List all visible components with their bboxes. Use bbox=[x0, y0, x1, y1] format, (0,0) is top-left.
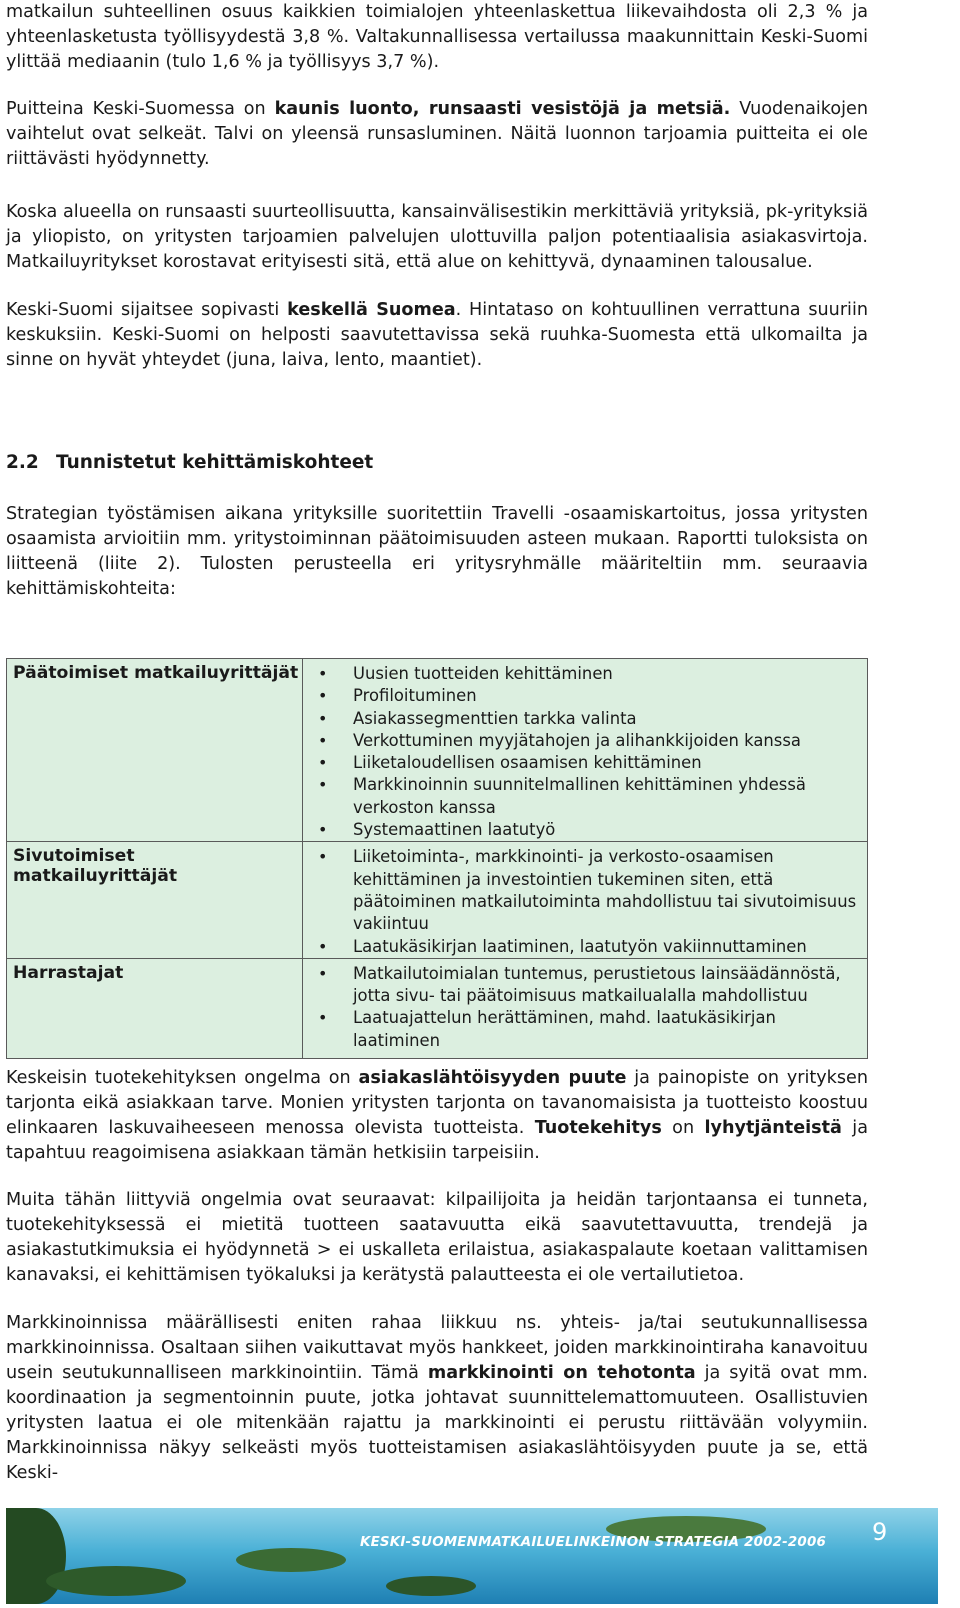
development-targets-table bbox=[6, 658, 868, 1059]
list-item: • Laatuajattelun herättäminen, mahd. laatukäsikirjan laatiminen bbox=[303, 1007, 859, 1052]
category-cell: Päätoimiset matkailuyrittäjät bbox=[7, 659, 303, 842]
text: Vuodenaikojen vaihtelut ovat selkeät. Talvi on yleensä runsasluminen. Näitä luonnon tarjoamia puitteita ei ole riittävästi hyödynnetty. bbox=[6, 99, 868, 169]
category-cell: Harrastajat bbox=[7, 958, 303, 1058]
section-title: Tunnistetut kehittämiskohteet bbox=[56, 452, 374, 473]
footer-title: KESKI-SUOMENMATKAILUELINKEINON STRATEGIA 2002-2006 bbox=[360, 1535, 826, 1550]
footer-banner bbox=[6, 1508, 938, 1604]
items-cell bbox=[303, 842, 868, 958]
list-item: • Asiakassegmenttien tarkka valinta bbox=[303, 708, 859, 730]
bold-text: Tuotekehitys bbox=[534, 1118, 662, 1138]
text: Markkinoinnissa määrällisesti eniten rahaa liikkuu ns. yhteis- ja/tai seutukunnallisessa markkinoinnissa. Osaltaan siihen vaikuttavat myös hankkeet, joiden markkinointiraha kanavoituu usein seutukunnalliseen markkinointiin. Tämä bbox=[6, 1313, 868, 1383]
island-shape bbox=[236, 1548, 346, 1572]
section-heading bbox=[6, 452, 373, 473]
tree-silhouette bbox=[6, 1508, 66, 1604]
text: Keski-Suomi sijaitsee sopivasti bbox=[6, 300, 288, 320]
list-item: • Uusien tuotteiden kehittäminen bbox=[303, 663, 859, 685]
list-item: • Systemaattinen laatutyö bbox=[303, 819, 859, 841]
text: . Hintataso on kohtuullinen verrattuna suuriin keskuksiin. Keski-Suomi on helposti saavutettavissa sekä ruuhka-Suomesta että ulkomailta ja sinne on hyvät yhteydet (juna, laiva, lento, maantiet). bbox=[6, 300, 868, 370]
text: ja syitä ovat mm. koordinaation ja segmentoinnin puute, jotka johtavat suunnittelemattomuuteen. Osallistuvien yritysten laatua ei ole mitenkään rajattu ja markkinointi ei perustu riittävään volyymiin. Markkinoinnissa näkyy selkeästi myös tuotteistamisen asiakaslähtöisyyden puute ja se, että Keski- bbox=[6, 1363, 868, 1483]
island-shape bbox=[46, 1566, 186, 1596]
table-row bbox=[7, 958, 868, 1058]
list-item: • Profiloituminen bbox=[303, 685, 859, 707]
paragraph-industry: Koska alueella on runsaasti suurteollisuutta, kansainvälisestikin merkittäviä yrityksiä, pk-yrityksiä ja yliopisto, on yritysten tarjoamien palvelujen ulottuvilla paljon potentiaalisia asiakasvirtoja. Matkailuyritykset korostavat erityisesti sitä, että alue on kehittyvä, dynaaminen talousalue. bbox=[6, 202, 868, 272]
bold-text: keskellä Suomea bbox=[287, 300, 456, 320]
text: Keskeisin tuotekehityksen ongelma on bbox=[6, 1068, 359, 1088]
list-item: • Liiketaloudellisen osaamisen kehittäminen bbox=[303, 752, 859, 774]
text: ja painopiste on yrityksen tarjonta eikä asiakkaan tarve. Monien yritysten tarjonta on tavanomaisista ja tuotteisto koostuu elinkaaren laskuvaiheeseen menossa olevista tuotteista. bbox=[6, 1068, 869, 1138]
paragraph-strategy: Strategian työstämisen aikana yrityksille suoritettiin Travelli -osaamiskartoitus, jossa yritysten osaamista arvioitiin mm. yritystoiminnan päätoimisuuden asteen mukaan. Raportti tuloksista on liitteenä (liite 2). Tulosten perusteella eri yritysryhmälle määriteltiin mm. seuraavia kehittämiskohteita: bbox=[6, 504, 868, 599]
page-number: 9 bbox=[872, 1518, 888, 1546]
items-cell bbox=[303, 958, 868, 1058]
list-item: • Laatukäsikirjan laatiminen, laatutyön vakiinnuttaminen bbox=[303, 936, 859, 958]
bold-text: asiakaslähtöisyyden puute bbox=[358, 1068, 627, 1088]
text: on bbox=[661, 1118, 705, 1138]
bullet-list bbox=[303, 963, 859, 1052]
items-cell bbox=[303, 659, 868, 842]
bold-text: lyhytjänteistä bbox=[704, 1118, 842, 1138]
table-row bbox=[7, 842, 868, 958]
text: ja tapahtuu reagoimisena asiakkaan tämän hetkisiin tarpeisiin. bbox=[6, 1118, 868, 1163]
paragraph-nature bbox=[6, 97, 868, 172]
list-item: • Markkinoinnin suunnitelmallinen kehittäminen yhdessä verkoston kanssa bbox=[303, 774, 859, 819]
paragraph-location bbox=[6, 298, 868, 373]
list-item: • Matkailutoimialan tuntemus, perustietous lainsäädännöstä, jotta sivu- tai päätoimisuus matkailualalla mahdollistuu bbox=[303, 963, 859, 1008]
island-shape bbox=[386, 1576, 476, 1596]
paragraph-marketing bbox=[6, 1311, 868, 1486]
list-item: • Verkottuminen myyjätahojen ja alihankkijoiden kanssa bbox=[303, 730, 859, 752]
paragraph-tourism-share: matkailun suhteellinen osuus kaikkien toimialojen yhteenlaskettua liikevaihdosta oli 2,3 % ja yhteenlasketusta työllisyydestä 3,8 %. Valtakunnallisessa vertailussa maakunnittain Keski-Suomi ylittää mediaanin (tulo 1,6 % ja työllisyys 3,7 %). bbox=[6, 2, 868, 72]
paragraph-product-development bbox=[6, 1066, 868, 1166]
list-item: • Liiketoiminta-, markkinointi- ja verkosto-osaamisen kehittäminen ja investointien tukeminen siten, että päätoiminen matkailutoiminta mahdollistuu tai sivutoimisuus vakiintuu bbox=[303, 846, 859, 935]
paragraph-other-problems: Muita tähän liittyviä ongelmia ovat seuraavat: kilpailijoita ja heidän tarjontaansa ei tunneta, tuotekehityksessä ei mietitä tuotteen saatavuutta eikä saavutettavuutta, trendejä ja asiakastutkimuksia ei hyödynnetä > ei uskalleta erilaistua, asiakaspalaute koetaan valittamisen kanavaksi, ei kehittämisen työkaluksi ja kerätystä palautteesta ei ole vertailutietoa. bbox=[6, 1190, 868, 1285]
bold-text: markkinointi on tehotonta bbox=[427, 1363, 696, 1383]
category-cell: Sivutoimiset matkailuyrittäjät bbox=[7, 842, 303, 958]
text: Puitteina Keski-Suomessa on bbox=[6, 99, 275, 119]
table-row bbox=[7, 659, 868, 842]
bold-text: kaunis luonto, runsaasti vesistöjä ja metsiä. bbox=[274, 99, 731, 119]
bullet-list bbox=[303, 663, 859, 841]
bullet-list bbox=[303, 846, 859, 957]
section-number: 2.2 bbox=[6, 452, 39, 473]
